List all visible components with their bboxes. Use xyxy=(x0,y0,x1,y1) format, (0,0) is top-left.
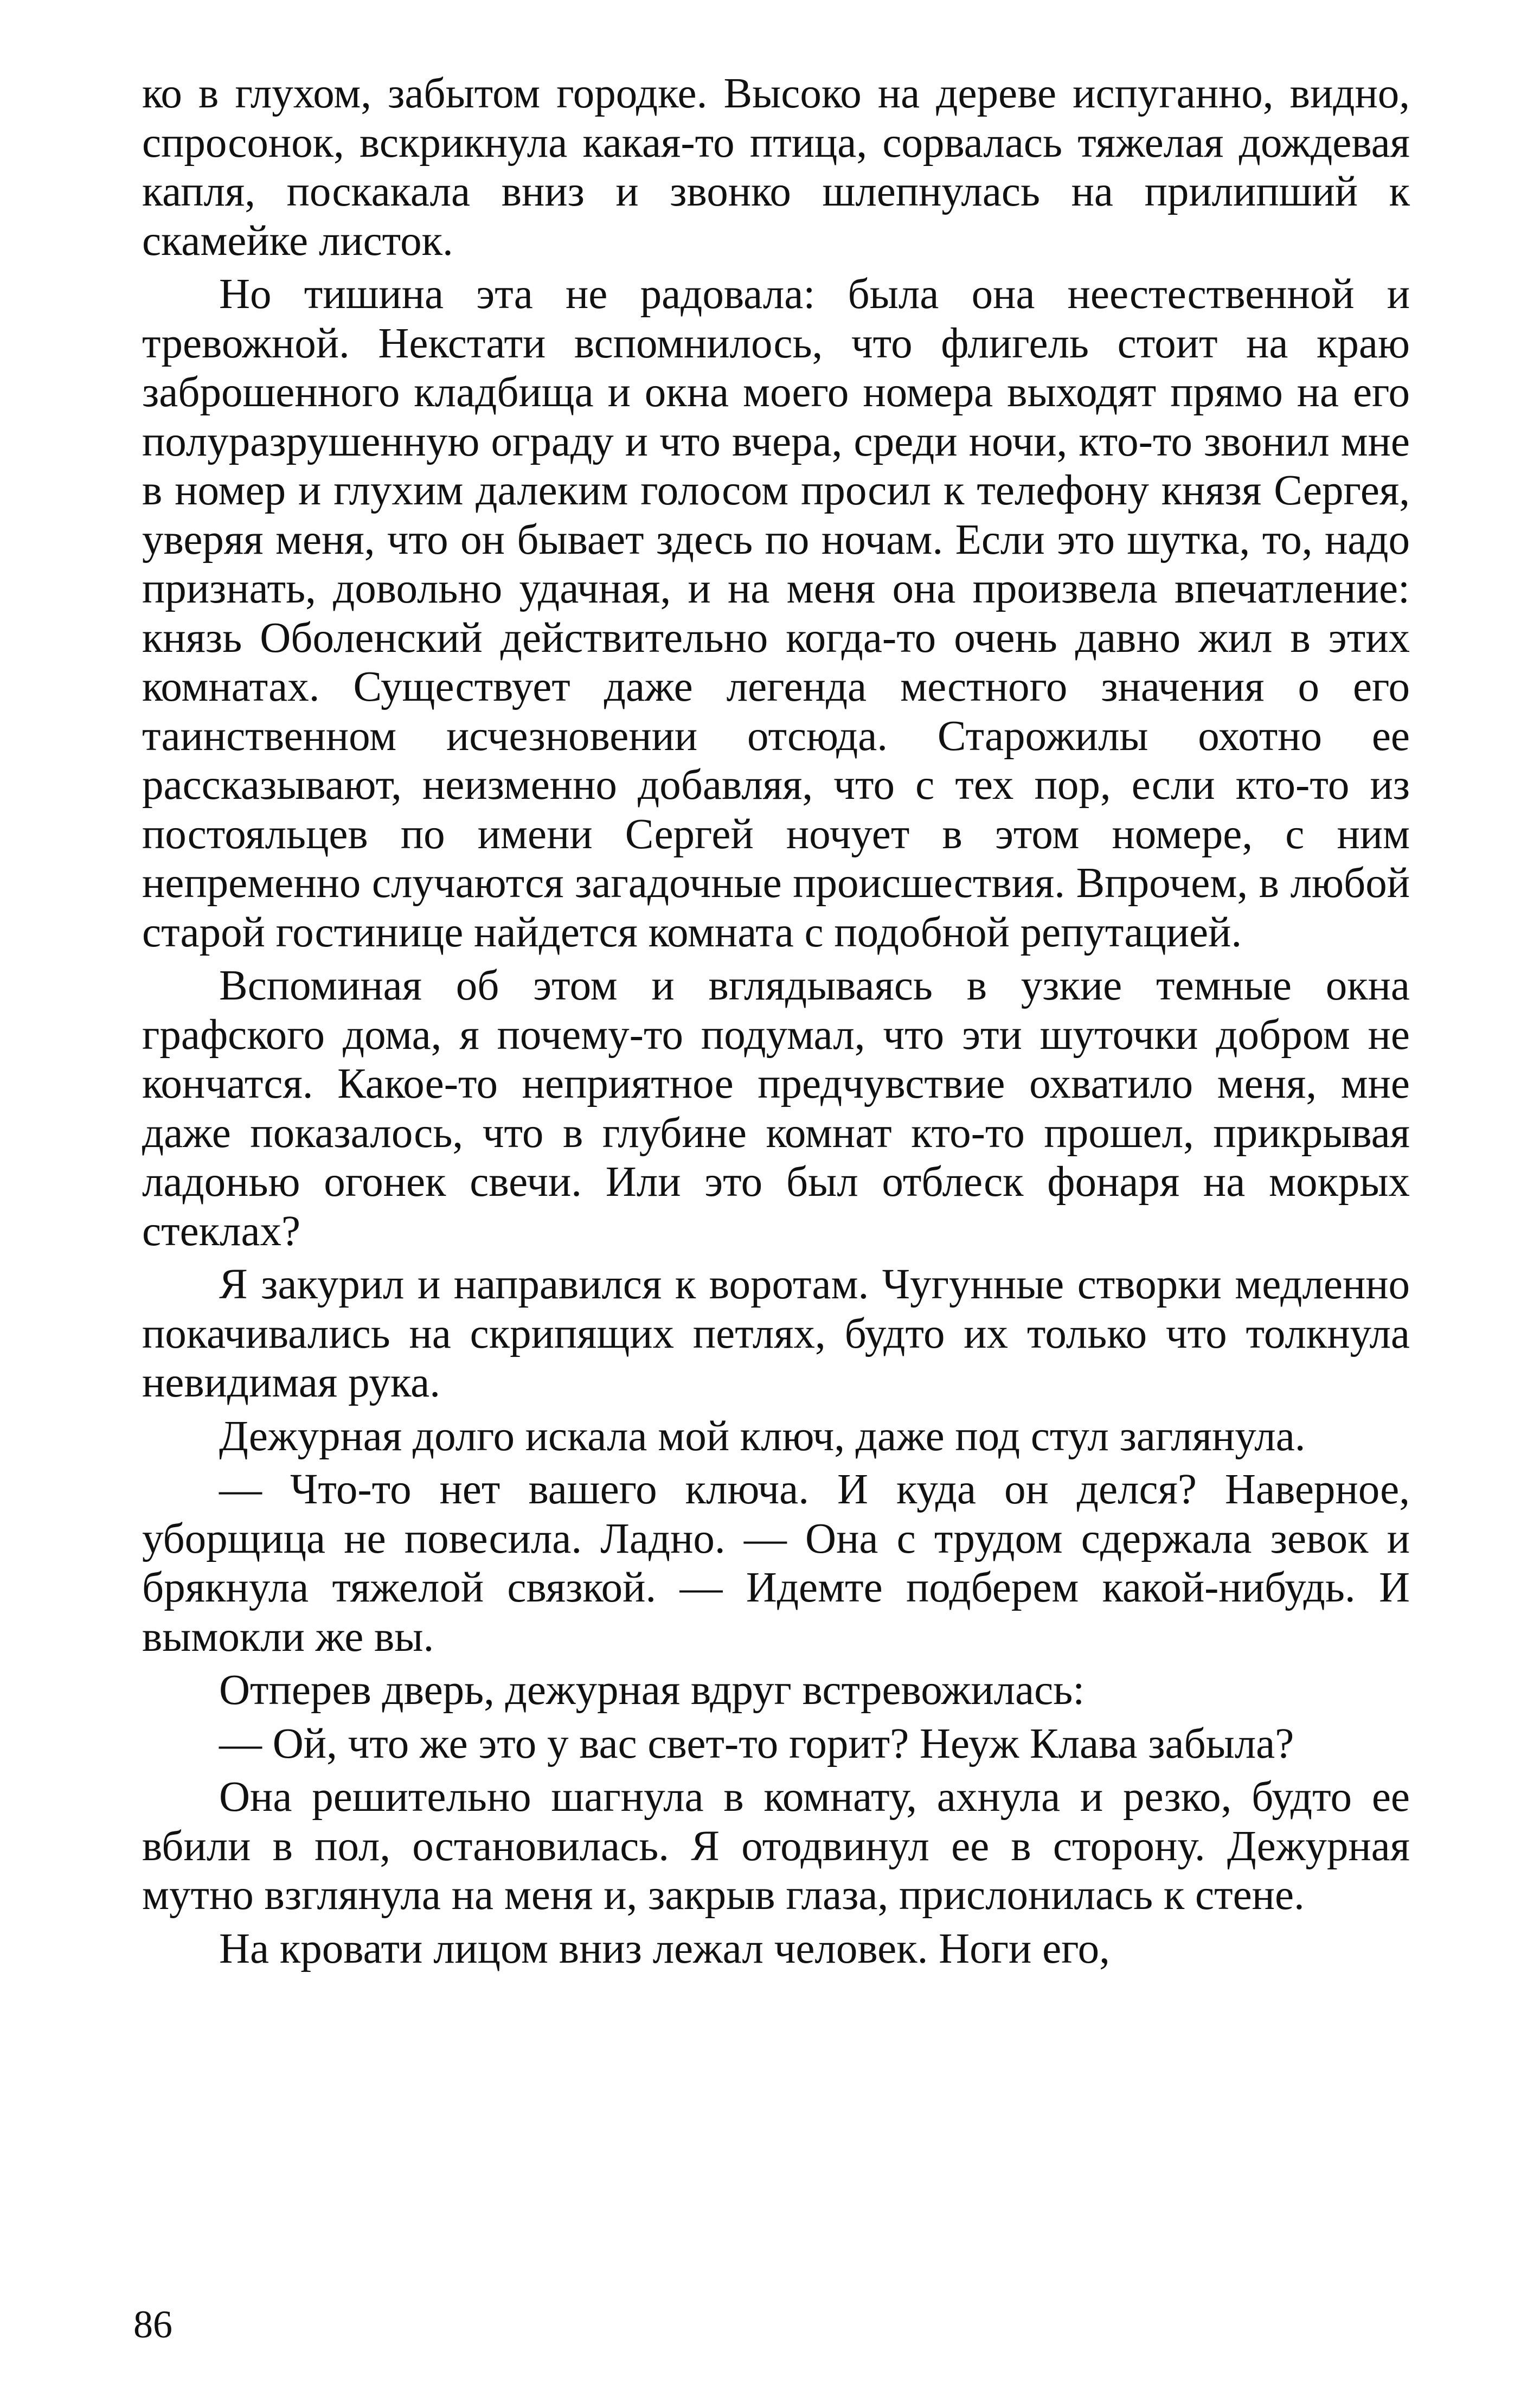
page-number: 86 xyxy=(133,2303,172,2346)
paragraph-continued: ко в глухом, забытом городке. Высоко на дереве испуганно, видно, спросонок, вскрикнула какая-то птица, сорвалась тяжелая дождевая капля, поскакала вниз и звонко шлепнулась на прилипший к скамейке листок. xyxy=(142,70,1410,265)
paragraph: Я закурил и направился к воротам. Чугунные створки медленно покачивались на скрипящих петлях, будто их только что толкнула невидимая рука. xyxy=(142,1261,1410,1406)
paragraph: Но тишина эта не радовала: была она неестественной и тревожной. Некстати вспомнилось, что флигель стоит на краю заброшенного кладбища и окна моего номера выходят прямо на его полуразрушенную ограду и что вчера, среди ночи, кто-то звонил мне в номер и глухим далеким голосом просил к телефону князя Сергея, уверяя меня, что он бывает здесь по ночам. Если это шутка, то, надо признать, довольно удачная, и на меня она произвела впечатление: князь Оболенский действительно когда-то очень давно жил в этих комнатах. Существует даже легенда местного значения о его таинственном исчезновении отсюда. Старожилы охотно ее рассказывают, неизменно добавляя, что с тех пор, если кто-то из постояльцев по имени Сергей ночует в этом номере, с ним непременно случаются загадочные происшествия. Впрочем, в любой старой гостинице найдется комната с подобной репутацией. xyxy=(142,271,1410,956)
paragraph: На кровати лицом вниз лежал человек. Ноги его, xyxy=(219,1925,1110,1972)
dialogue-paragraph: — Ой, что же это у вас свет-то горит? Неуж Клава забыла? xyxy=(219,1720,1294,1767)
page-text xyxy=(142,69,1410,1978)
paragraph: Вспоминая об этом и вглядываясь в узкие темные окна графского дома, я почему-то подумал, что эти шуточки добром не кончатся. Какое-то неприятное предчувствие охватило меня, мне даже показалось, что в глубине комнат кто-то прошел, прикрывая ладонью огонек свечи. Или это был отблеск фонаря на мокрых стеклах? xyxy=(142,962,1410,1255)
paragraph: Отперев дверь, дежурная вдруг встревожилась: xyxy=(219,1667,1085,1714)
paragraph: Дежурная долго искала мой ключ, даже под стул заглянула. xyxy=(219,1412,1306,1460)
paragraph: Она решительно шагнула в комнату, ахнула и резко, будто ее вбили в пол, остановилась. Я отодвинул ее в сторону. Дежурная мутно взглянула на меня и, закрыв глаза, прислонилась к стене. xyxy=(142,1773,1410,1919)
dialogue-paragraph: — Что-то нет вашего ключа. И куда он делся? Наверное, уборщица не повесила. Ладно. — Она с трудом сдержала зевок и брякнула тяжелой связкой. — Идемте подберем какой-нибудь. И вымокли же вы. xyxy=(142,1466,1410,1661)
